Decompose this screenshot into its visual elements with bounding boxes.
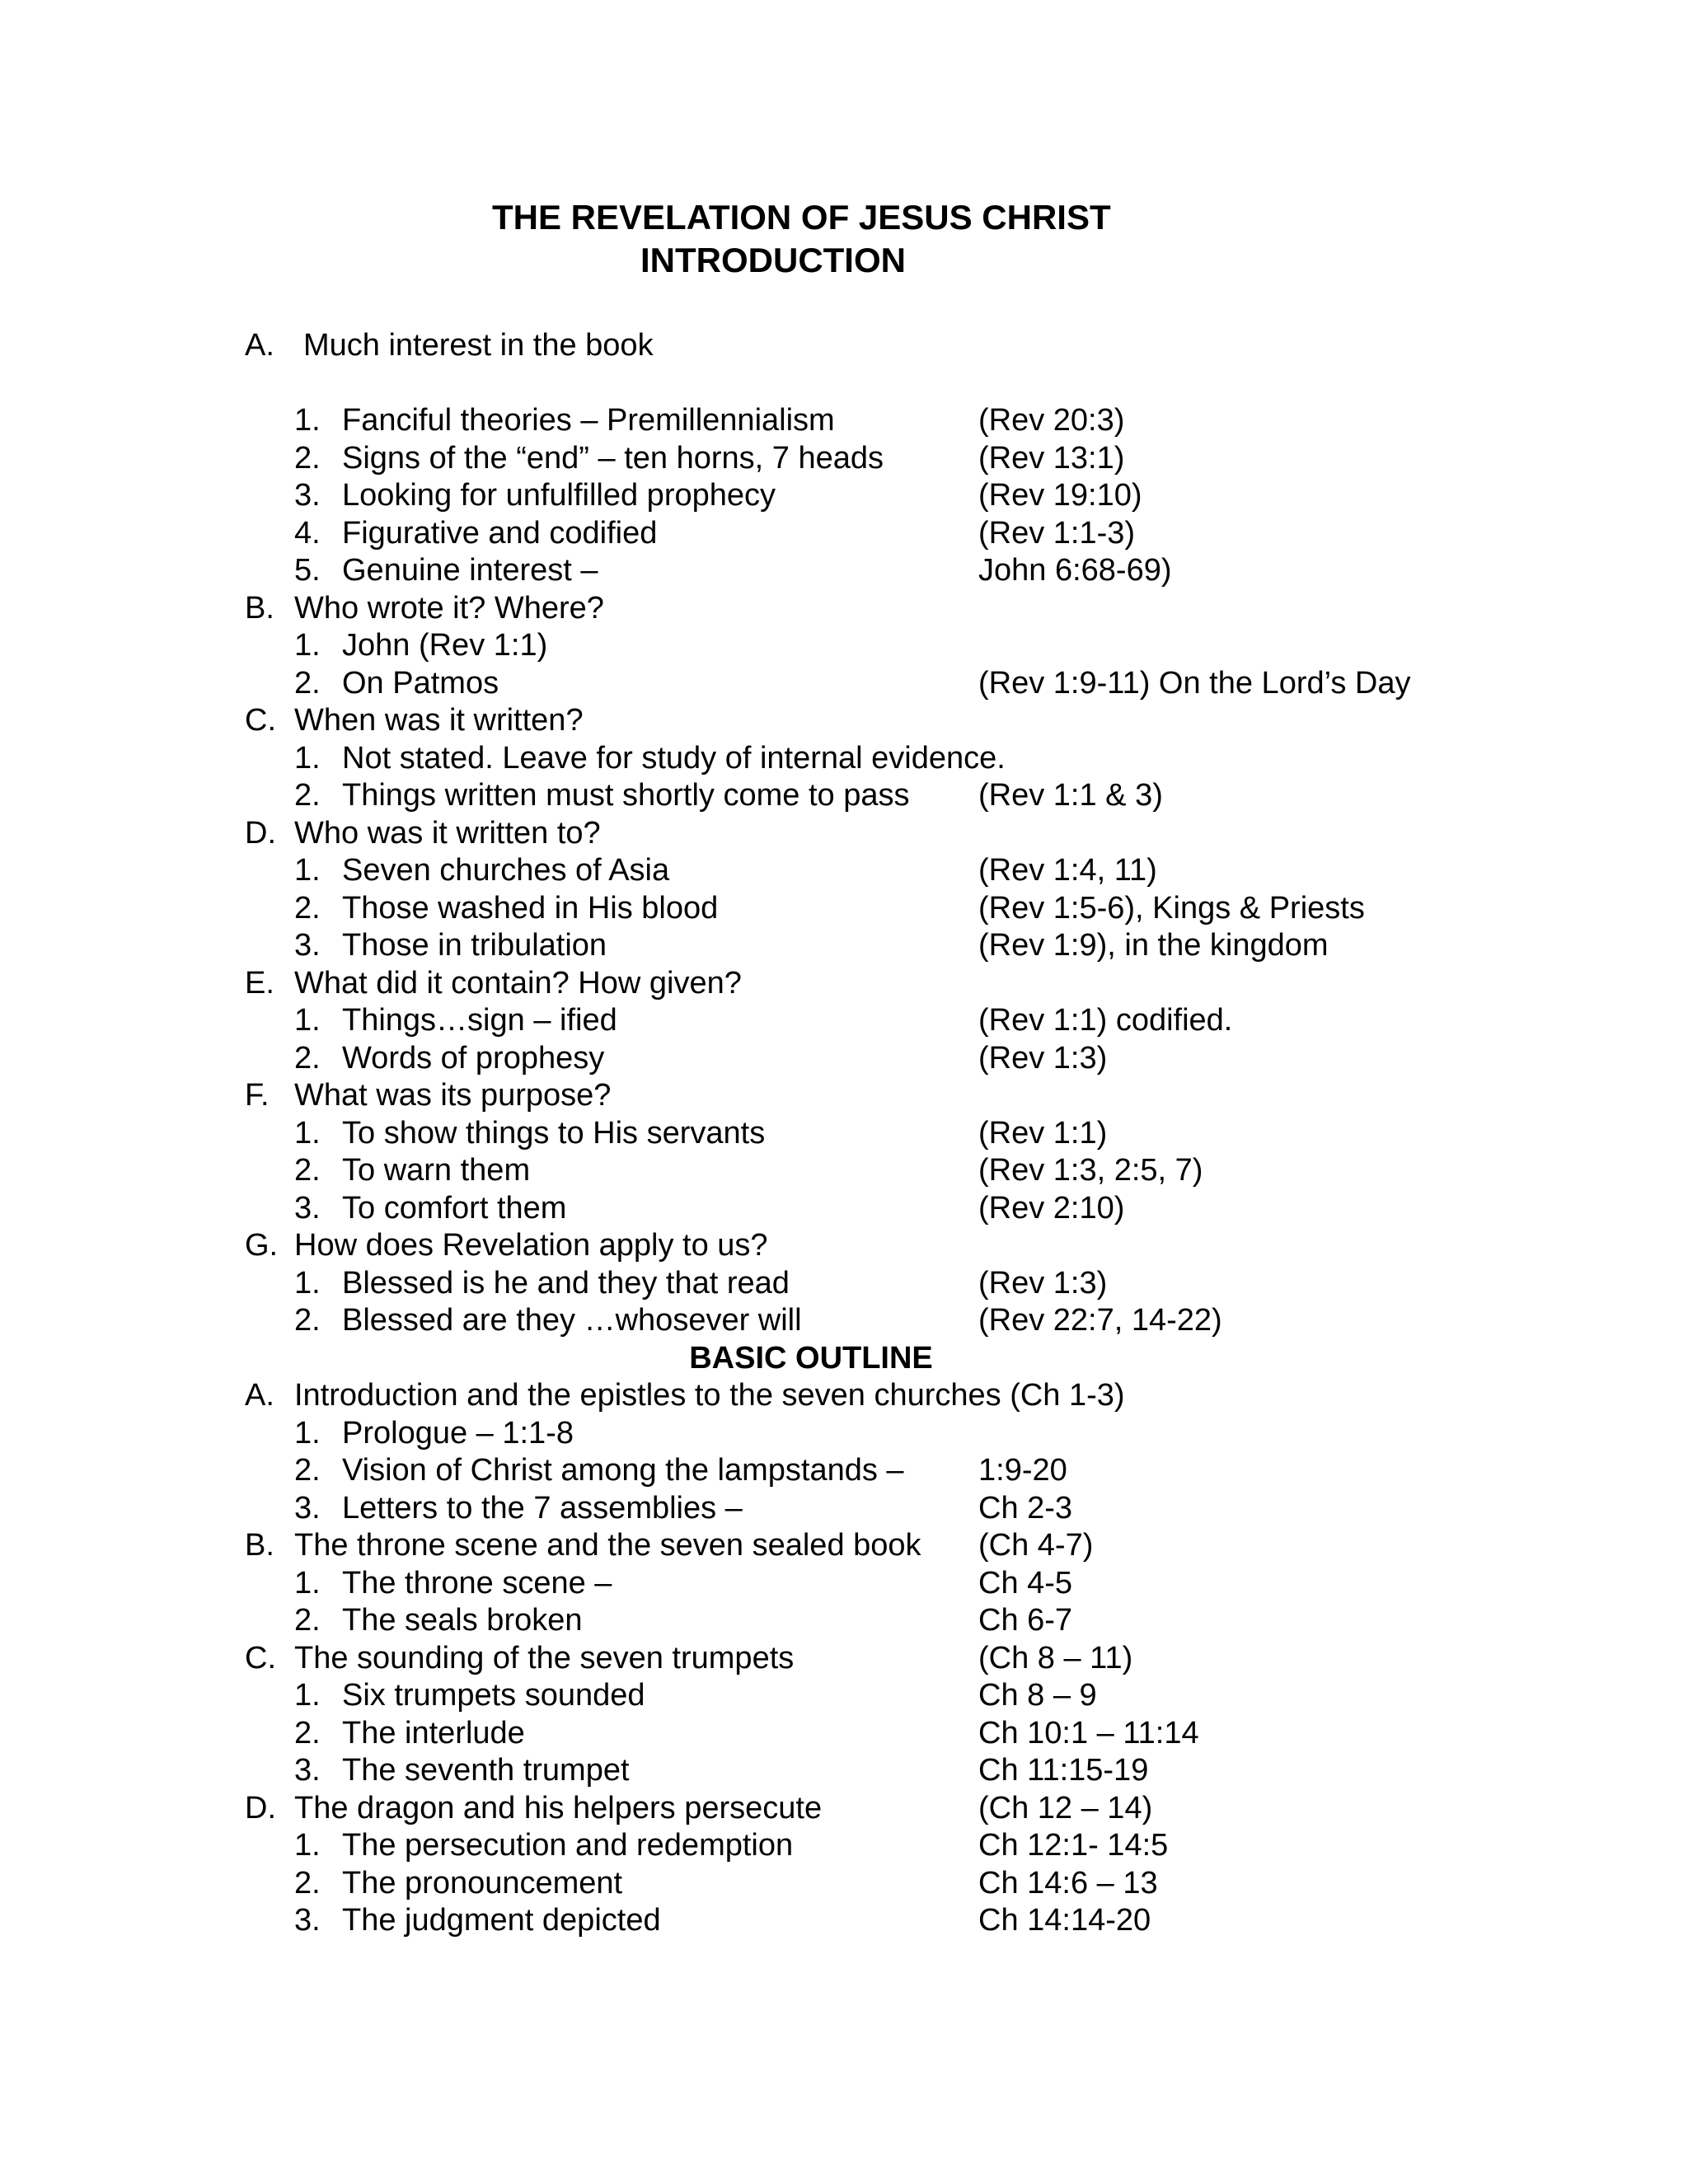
list-marker: 1. (294, 628, 321, 663)
list-text: How does Revelation apply to us? (294, 1228, 768, 1263)
list-text: To show things to His servants (342, 1115, 766, 1151)
scripture-reference: Ch 4-5 (978, 1565, 1073, 1601)
list-text: The judgment depicted (342, 1903, 661, 1938)
list-text: Fanciful theories – Premillennialism (342, 403, 835, 438)
list-text: Not stated. Leave for study of internal evidence. (342, 740, 1006, 776)
list-marker: A. (245, 1378, 274, 1413)
scripture-reference: Ch 2-3 (978, 1490, 1073, 1526)
list-marker: 1. (294, 1415, 321, 1451)
list-text: The throne scene – (342, 1565, 612, 1601)
list-text: Prologue – 1:1-8 (342, 1415, 574, 1451)
list-marker: 2. (294, 1303, 321, 1338)
list-text: What did it contain? How given? (294, 965, 742, 1001)
list-text: The seals broken (342, 1603, 583, 1638)
list-marker: 2. (294, 1603, 321, 1638)
scripture-reference: (Rev 22:7, 14-22) (978, 1303, 1222, 1338)
scripture-reference: (Rev 19:10) (978, 478, 1142, 513)
list-text: Words of prophesy (342, 1040, 605, 1076)
list-marker: 2. (294, 1715, 321, 1750)
list-marker: 1. (294, 1678, 321, 1713)
list-text: Figurative and codified (342, 515, 658, 551)
list-text: Blessed are they …whosever will (342, 1303, 802, 1338)
list-text: Things…sign – ified (342, 1003, 617, 1038)
list-text: What was its purpose? (294, 1078, 612, 1113)
scripture-reference: (Ch 12 – 14) (978, 1790, 1153, 1825)
list-text: The interlude (342, 1715, 525, 1750)
scripture-reference: (Rev 1:3) (978, 1265, 1108, 1301)
list-marker: 1. (294, 1115, 321, 1151)
list-marker: 2. (294, 1040, 321, 1076)
document-title: THE REVELATION OF JESUS CHRIST (492, 198, 1111, 237)
list-marker: 2. (294, 1453, 321, 1488)
list-marker: 3. (294, 1490, 321, 1526)
list-marker: 5. (294, 553, 321, 588)
list-text: The seventh trumpet (342, 1753, 630, 1788)
list-text: Much interest in the book (303, 328, 654, 363)
scripture-reference: Ch 14:14-20 (978, 1903, 1151, 1938)
list-marker: D. (245, 815, 276, 851)
list-marker: 2. (294, 440, 321, 476)
scripture-reference: (Rev 1:3, 2:5, 7) (978, 1153, 1203, 1188)
list-text: Blessed is he and they that read (342, 1265, 790, 1301)
list-marker: 1. (294, 1828, 321, 1863)
list-marker: 2. (294, 665, 321, 701)
scripture-reference: (Rev 1:3) (978, 1040, 1108, 1076)
list-text: The pronouncement (342, 1865, 623, 1900)
list-text: To comfort them (342, 1190, 567, 1226)
scripture-reference: (Ch 4-7) (978, 1528, 1094, 1563)
list-text: John (Rev 1:1) (342, 628, 548, 663)
scripture-reference: Ch 8 – 9 (978, 1678, 1097, 1713)
list-marker: 2. (294, 778, 321, 813)
list-text: The sounding of the seven trumpets (294, 1640, 795, 1675)
list-text: Those washed in His blood (342, 890, 719, 926)
scripture-reference: (Rev 1:1) (978, 1115, 1108, 1151)
scripture-reference: (Rev 13:1) (978, 440, 1125, 476)
list-text: Who wrote it? Where? (294, 590, 604, 626)
scripture-reference: (Rev 1:1) codified. (978, 1003, 1233, 1038)
list-text: When was it written? (294, 703, 584, 738)
list-text: Introduction and the epistles to the seven churches (Ch 1-3) (294, 1378, 1125, 1413)
list-marker: C. (245, 703, 276, 738)
list-marker: C. (245, 1640, 276, 1675)
scripture-reference: Ch 6-7 (978, 1603, 1073, 1638)
list-marker: 4. (294, 515, 321, 551)
scripture-reference: (Rev 1:9-11) On the Lord’s Day (978, 665, 1411, 701)
scripture-reference: Ch 11:15-19 (978, 1753, 1149, 1788)
list-marker: 2. (294, 1865, 321, 1900)
scripture-reference: (Rev 1:5-6), Kings & Priests (978, 890, 1365, 926)
list-marker: 1. (294, 403, 321, 438)
list-marker: B. (245, 1528, 274, 1563)
list-marker: E. (245, 965, 274, 1001)
list-text: Letters to the 7 assemblies – (342, 1490, 743, 1526)
list-marker: 1. (294, 740, 321, 776)
list-text: The persecution and redemption (342, 1828, 794, 1863)
list-marker: 1. (294, 1565, 321, 1601)
list-text: On Patmos (342, 665, 499, 701)
list-text: Vision of Christ among the lampstands – (342, 1453, 904, 1488)
list-marker: 3. (294, 1753, 321, 1788)
list-text: To warn them (342, 1153, 531, 1188)
list-marker: 3. (294, 928, 321, 963)
list-marker: 2. (294, 890, 321, 926)
list-text: The dragon and his helpers persecute (294, 1790, 823, 1825)
list-marker: 1. (294, 1265, 321, 1301)
scripture-reference: Ch 10:1 – 11:14 (978, 1715, 1199, 1750)
list-text: Genuine interest – (342, 553, 598, 588)
list-text: Who was it written to? (294, 815, 601, 851)
list-marker: 3. (294, 1903, 321, 1938)
list-marker: 3. (294, 1190, 321, 1226)
list-text: Things written must shortly come to pass (342, 778, 910, 813)
list-text: Signs of the “end” – ten horns, 7 heads (342, 440, 884, 476)
scripture-reference: Ch 12:1- 14:5 (978, 1828, 1169, 1863)
scripture-reference: (Ch 8 – 11) (978, 1640, 1133, 1675)
scripture-reference: (Rev 1:1-3) (978, 515, 1136, 551)
list-text: Looking for unfulfilled prophecy (342, 478, 776, 513)
basic-outline-heading: BASIC OUTLINE (689, 1340, 933, 1376)
list-marker: F. (245, 1078, 270, 1113)
scripture-reference: 1:9-20 (978, 1453, 1067, 1488)
list-marker: A. (245, 328, 274, 363)
scripture-reference: Ch 14:6 – 13 (978, 1865, 1158, 1900)
scripture-reference: (Rev 1:1 & 3) (978, 778, 1163, 813)
scripture-reference: John 6:68-69) (978, 553, 1172, 588)
list-marker: G. (245, 1228, 279, 1263)
list-marker: 2. (294, 1153, 321, 1188)
scripture-reference: (Rev 2:10) (978, 1190, 1125, 1226)
list-text: Seven churches of Asia (342, 853, 670, 888)
scripture-reference: (Rev 1:4, 11) (978, 853, 1157, 888)
list-text: The throne scene and the seven sealed book (294, 1528, 921, 1563)
scripture-reference: (Rev 1:9), in the kingdom (978, 928, 1329, 963)
list-text: Those in tribulation (342, 928, 607, 963)
list-marker: 3. (294, 478, 321, 513)
document-subtitle: INTRODUCTION (640, 241, 906, 279)
list-text: Six trumpets sounded (342, 1678, 645, 1713)
list-marker: B. (245, 590, 274, 626)
scripture-reference: (Rev 20:3) (978, 403, 1125, 438)
list-marker: 1. (294, 853, 321, 888)
list-marker: D. (245, 1790, 276, 1825)
list-marker: 1. (294, 1003, 321, 1038)
